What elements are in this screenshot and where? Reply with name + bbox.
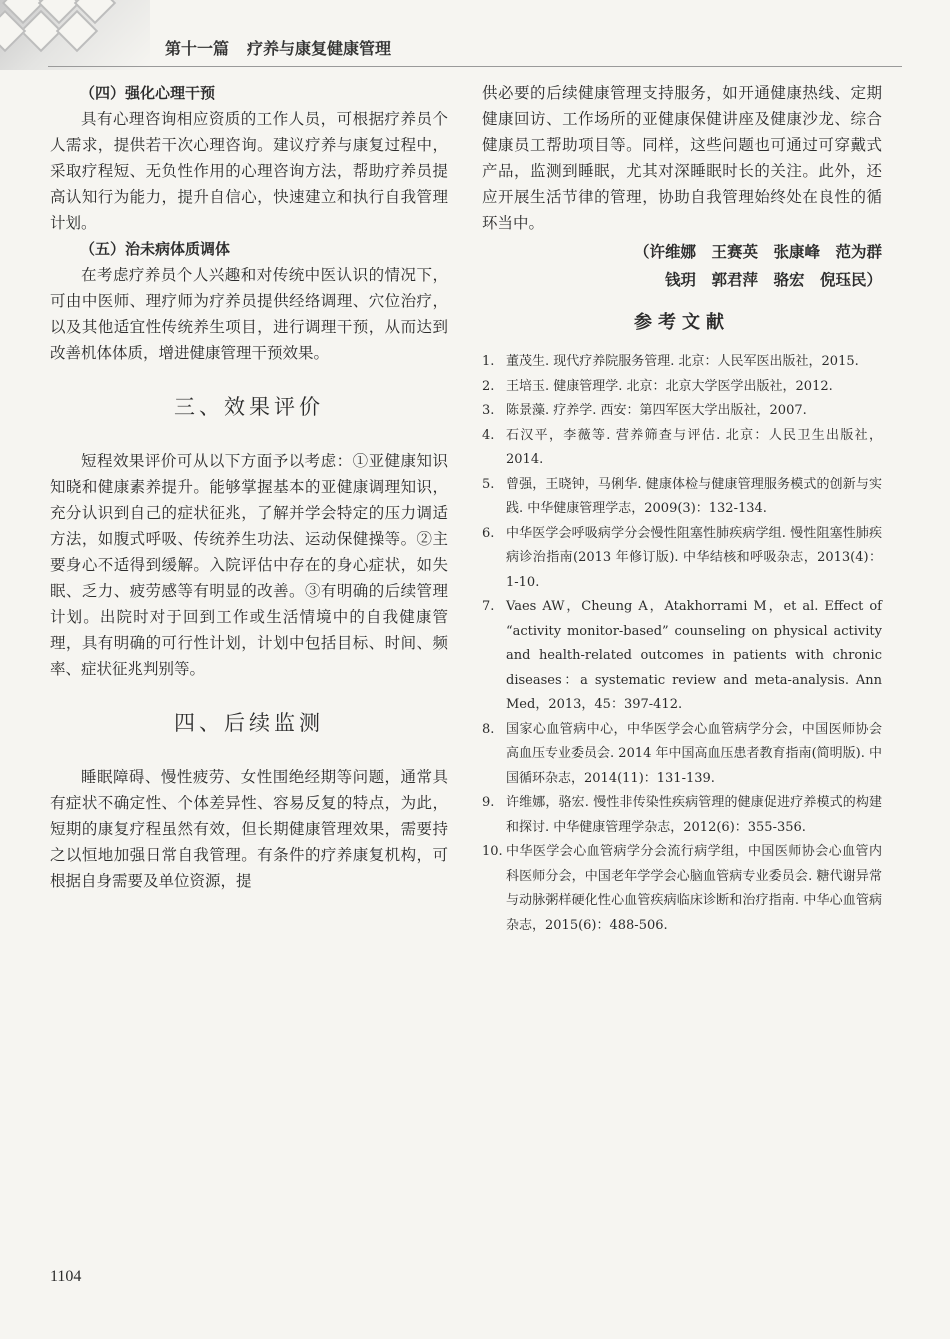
part-title: 疗养与康复健康管理 (247, 39, 392, 58)
reference-item: 3. 陈景藻. 疗养学. 西安：第四军医大学出版社，2007. (482, 403, 807, 418)
reference-item: 9. 许维娜，骆宏. 慢性非传染性疾病管理的健康促进疗养模式的构建和探讨. 中华健康管理学杂志，2012(6)：355-356. (482, 795, 882, 835)
page-number: 1104 (50, 1268, 82, 1285)
subheading-4: （四）强化心理干预 (80, 84, 216, 102)
left-column (50, 80, 448, 894)
section-heading-4: 四、后续监测 (174, 711, 324, 735)
reference-item: 4. 石汉平，李薇等. 营养筛查与评估. 北京：人民卫生出版社，2014. (482, 427, 882, 467)
reference-item: 7. Vaes AW，Cheung A，Atakhorrami M，et al. Effect of “activity monitor-based” counseling on physical activity and health-related outcomes in patients with chronic diseases：a systematic review and meta-analysis. Ann Med，2013，45：397-412. (482, 599, 882, 712)
reference-item: 5. 曾强，王晓钟，马俐华. 健康体检与健康管理服务模式的创新与实践. 中华健康管理学志，2009(3)：132-134. (482, 476, 882, 516)
running-head (165, 36, 391, 59)
reference-item: 6. 中华医学会呼吸病学分会慢性阻塞性肺疾病学组. 慢性阻塞性肺疾病诊治指南(2013 年修订版). 中华结核和呼吸杂志，2013(4)：1-10. (482, 525, 882, 590)
paragraph-evaluation: 短程效果评价可从以下方面予以考虑：①亚健康知识知晓和健康素养提升。能够掌握基本的亚健康调理知识，充分认识到自己的症状征兆，了解并学会特定的压力调适方法，如腹式呼吸、传统养生功法、运动保健操等。②主要身心不适得到缓解。入院评估中存在的身心症状，如失眠、乏力、疲劳感等有明显的改善。③有明确的后续管理计划。出院时对于回到工作或生活情境中的自我健康管理，具有明确的可行性计划，计划中包括目标、时间、频率、症状征兆判别等。 (50, 452, 448, 678)
subheading-5: （五）治未病体质调体 (80, 240, 231, 258)
reference-item: 10. 中华医学会心血管病学分会流行病学组，中国医师协会心血管内科医师分会，中国老年学学会心脑血管病专业委员会. 糖代谢异常与动脉粥样硬化性心血管疾病临床诊断和治疗指南. 中华心血管病杂志，2015(6)：488-506. (482, 844, 882, 933)
paragraph-tcm: 在考虑疗养员个人兴趣和对传统中医认识的情况下，可由中医师、理疗师为疗养员提供经络调理、穴位治疗，以及其他适宜性传统养生项目，进行调理干预，从而达到改善机体体质，增进健康管理干预效果。 (50, 266, 448, 362)
reference-item: 8. 国家心血管病中心，中华医学会心血管病学分会，中国医师协会高血压专业委员会. 2014 年中国高血压患者教育指南(简明版). 中国循环杂志，2014(11)：131-139. (482, 721, 882, 786)
paragraph-continued: 供必要的后续健康管理支持服务，如开通健康热线、定期健康回访、工作场所的亚健康保健讲座及健康沙龙、综合健康员工帮助项目等。同样，这些问题也可通过可穿戴式产品，监测到睡眠，尤其对深睡眠时长的关注。此外，还应开展生活节律的管理，协助自我管理始终处在良性的循环当中。 (482, 84, 882, 232)
authors-line-2: 钱玥 郭君萍 骆宏 倪珏民） (664, 271, 882, 289)
part-label: 第十一篇 (165, 39, 230, 58)
reference-item: 2. 王培玉. 健康管理学. 北京：北京大学医学出版社，2012. (482, 378, 833, 394)
paragraph-psych: 具有心理咨询相应资质的工作人员，可根据疗养员个人需求，提供若干次心理咨询。建议疗养与康复过程中，采取疗程短、无负性作用的心理咨询方法，帮助疗养员提高认知行为能力，提升自信心，快速建立和执行自我管理计划。 (50, 110, 448, 232)
authors (482, 238, 882, 294)
corner-ornament (0, 0, 150, 70)
section-heading-3: 三、效果评价 (174, 395, 324, 419)
right-column (482, 80, 882, 938)
paragraph-monitoring: 睡眠障碍、慢性疲劳、女性围绝经期等问题，通常具有症状不确定性、个体差异性、容易反复的特点，为此，短期的康复疗程虽然有效，但长期健康管理效果，需要持之以恒地加强日常自我管理。有条件的疗养康复机构，可根据自身需要及单位资源，提 (50, 768, 448, 890)
header-rule (48, 66, 902, 67)
authors-line-1: （许维娜 王赛英 张康峰 范为群 (633, 243, 882, 261)
references-heading: 参考文献 (634, 312, 730, 333)
reference-list (482, 350, 882, 938)
reference-item: 1. 董茂生. 现代疗养院服务管理. 北京：人民军医出版社，2015. (482, 354, 859, 369)
